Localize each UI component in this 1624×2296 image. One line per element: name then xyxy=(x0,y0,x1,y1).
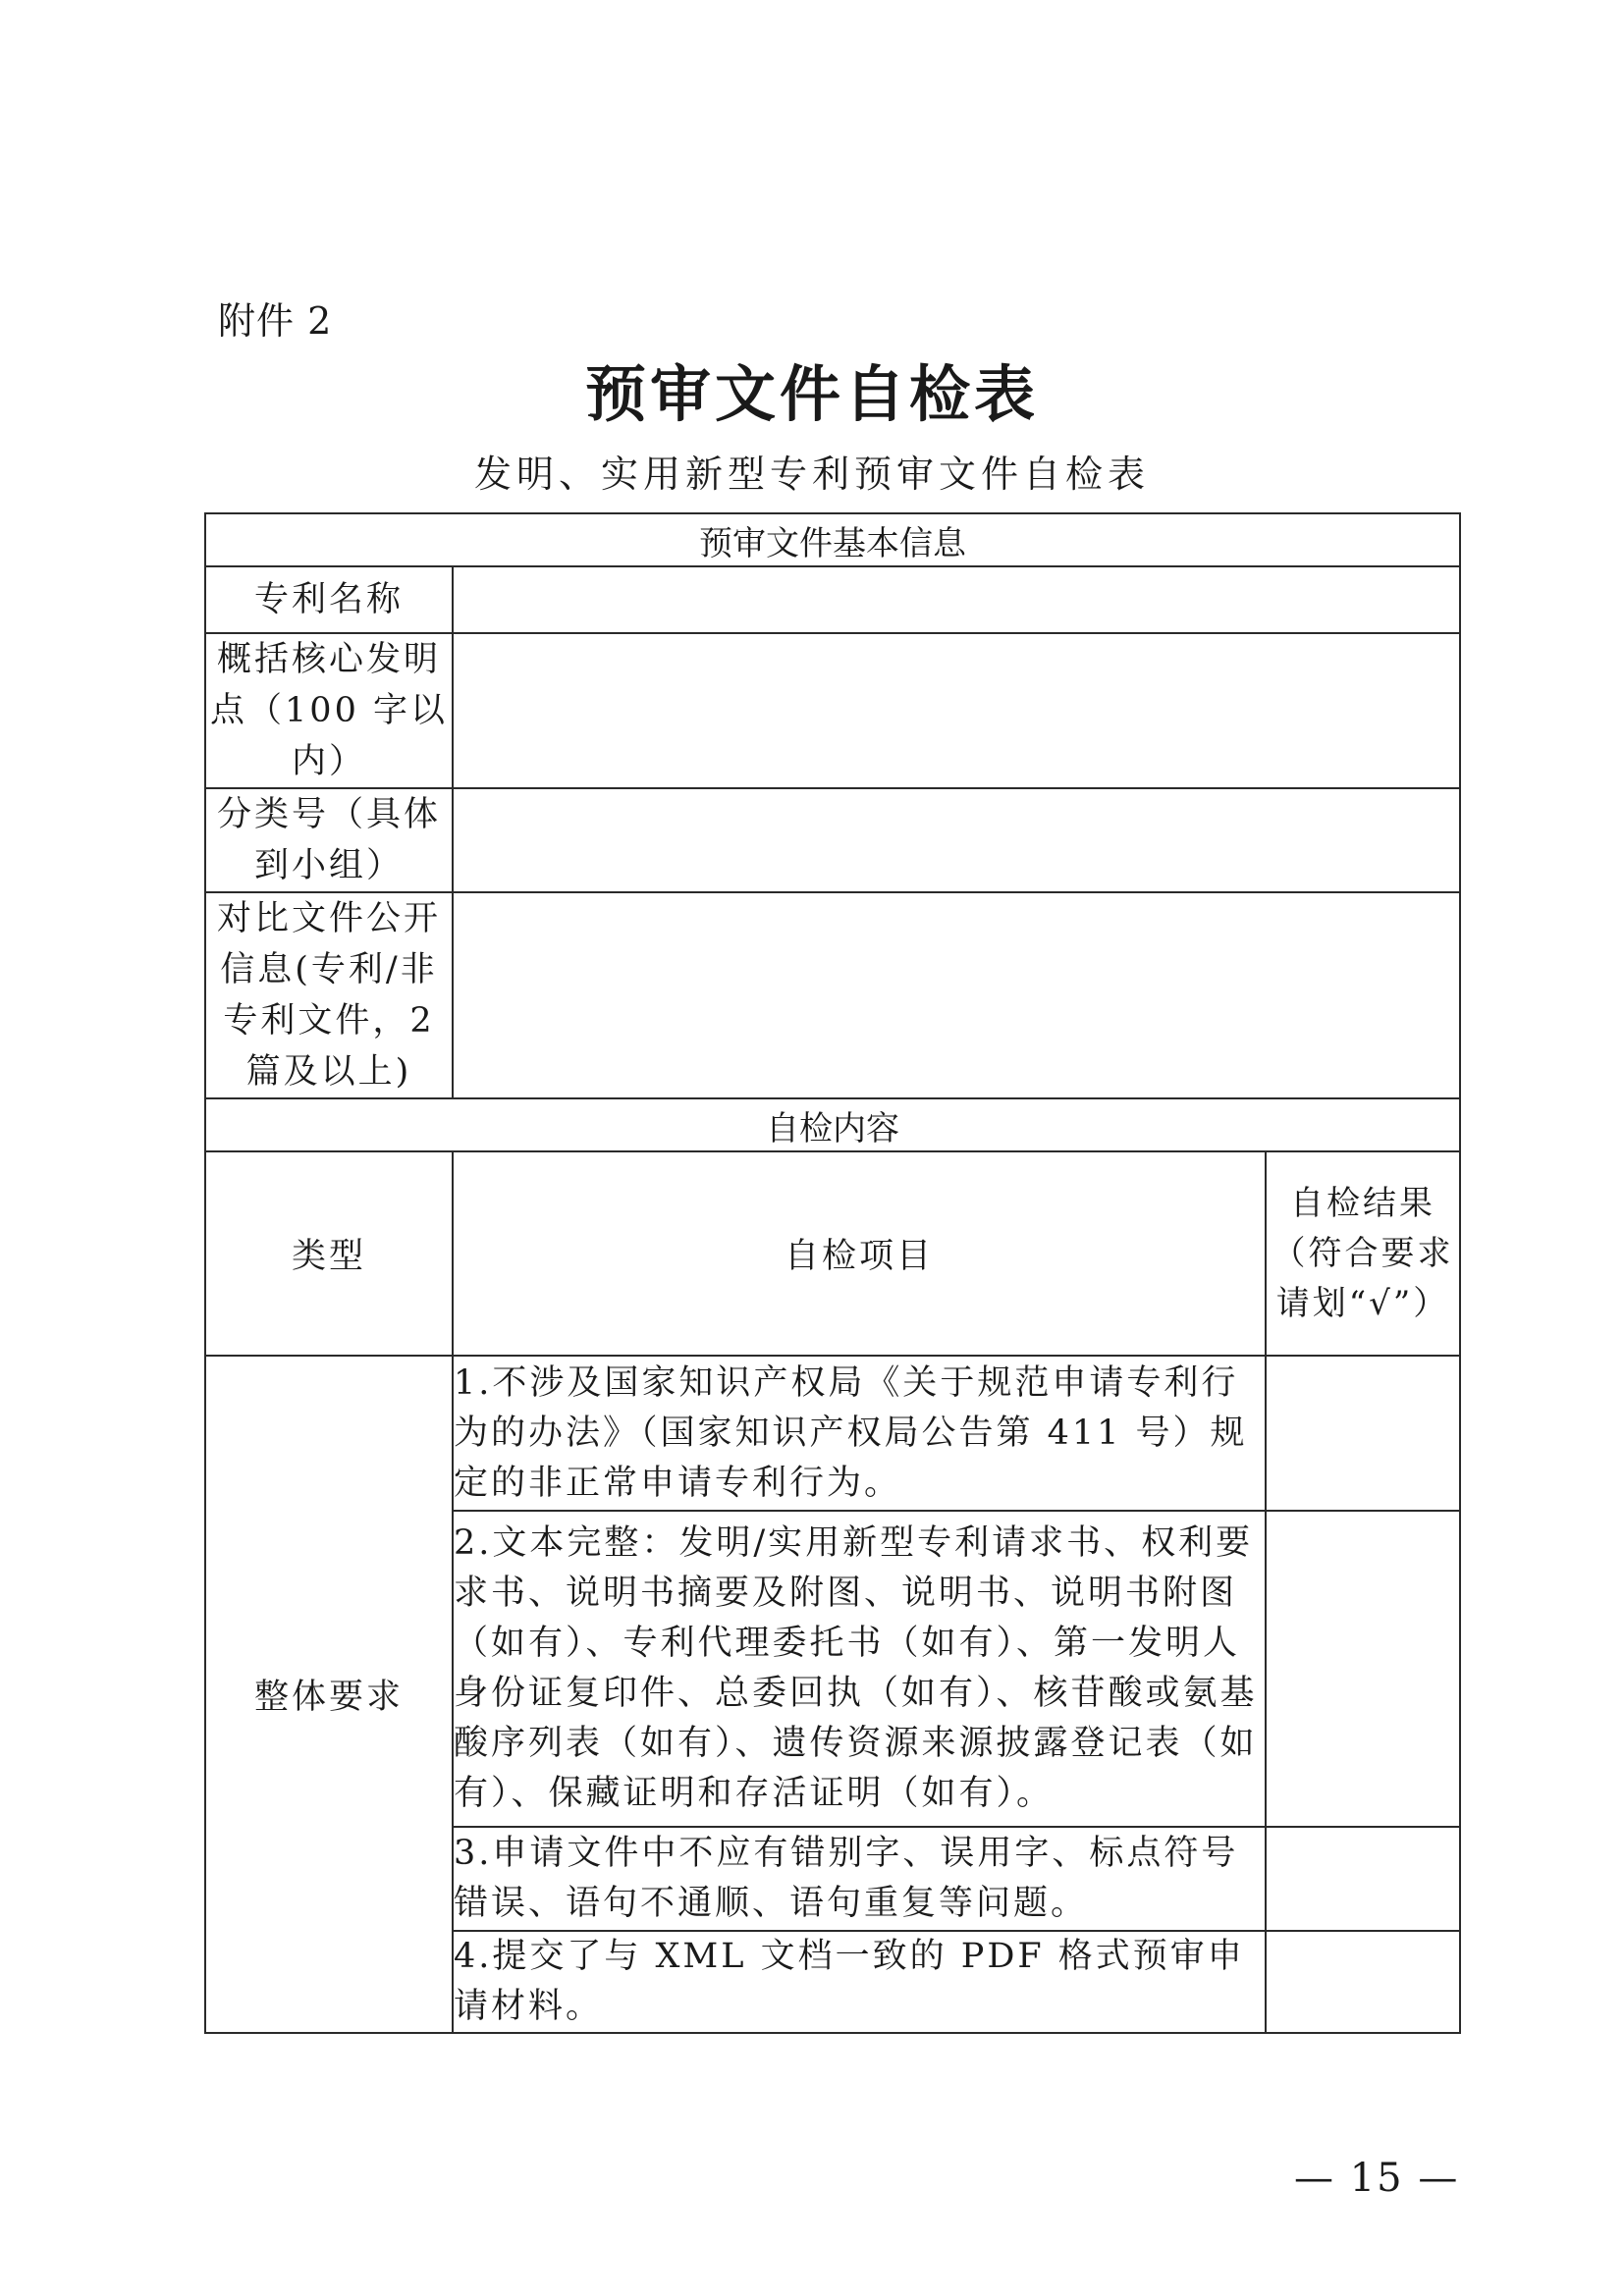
page-subtitle: 发明、实用新型专利预审文件自检表 xyxy=(473,453,1150,496)
type-column-header: 类型 xyxy=(205,1151,453,1356)
item-column-header: 自检项目 xyxy=(453,1151,1266,1356)
check-item-2: 2.文本完整：发明/实用新型专利请求书、权利要求书、说明书摘要及附图、说明书、说明书附图（如有）、专利代理委托书（如有）、第一发明人身份证复印件、总委回执（如有）、核苷酸或氨基酸序列表（如有）、遗传资源来源披露登记表（如有）、保藏证明和存活证明（如有）。 xyxy=(453,1511,1266,1827)
table-row xyxy=(205,633,1460,788)
page-title: 预审文件自检表 xyxy=(584,358,1039,430)
table-row xyxy=(205,788,1460,892)
table-row xyxy=(205,1356,1460,1511)
check-item-1: 1.不涉及国家知识产权局《关于规范申请专利行为的办法》（国家知识产权局公告第 411 号）规定的非正常申请专利行为。 xyxy=(453,1356,1266,1511)
reference-docs-field[interactable] xyxy=(453,892,1460,1098)
basic-info-header-row xyxy=(205,513,1460,566)
core-invention-field[interactable] xyxy=(453,633,1460,788)
table-row xyxy=(205,892,1460,1098)
patent-name-field[interactable] xyxy=(453,566,1460,633)
reference-docs-label: 对比文件公开信息(专利/非专利文件，2 篇及以上) xyxy=(205,892,453,1098)
basic-info-section-header: 预审文件基本信息 xyxy=(205,513,1460,566)
category-overall-requirements: 整体要求 xyxy=(205,1356,453,2033)
self-check-form-table xyxy=(204,512,1461,2034)
check-result-4[interactable] xyxy=(1266,1931,1460,2033)
check-result-3[interactable] xyxy=(1266,1827,1460,1931)
classification-label: 分类号（具体到小组） xyxy=(205,788,453,892)
check-item-4: 4.提交了与 XML 文档一致的 PDF 格式预审申请材料。 xyxy=(453,1931,1266,2033)
self-check-section-header: 自检内容 xyxy=(205,1098,1460,1151)
core-invention-label: 概括核心发明点（100 字以内） xyxy=(205,633,453,788)
check-result-1[interactable] xyxy=(1266,1356,1460,1511)
classification-field[interactable] xyxy=(453,788,1460,892)
check-item-3: 3.申请文件中不应有错别字、误用字、标点符号错误、语句不通顺、语句重复等问题。 xyxy=(453,1827,1266,1931)
result-column-header: 自检结果（符合要求请划“√”） xyxy=(1266,1151,1460,1356)
check-result-2[interactable] xyxy=(1266,1511,1460,1827)
self-check-header-row xyxy=(205,1098,1460,1151)
attachment-label: 附件 2 xyxy=(218,299,333,343)
self-check-column-header-row xyxy=(205,1151,1460,1356)
patent-name-label: 专利名称 xyxy=(205,566,453,633)
page-number: — 15 — xyxy=(1294,2156,1460,2201)
table-row xyxy=(205,566,1460,633)
